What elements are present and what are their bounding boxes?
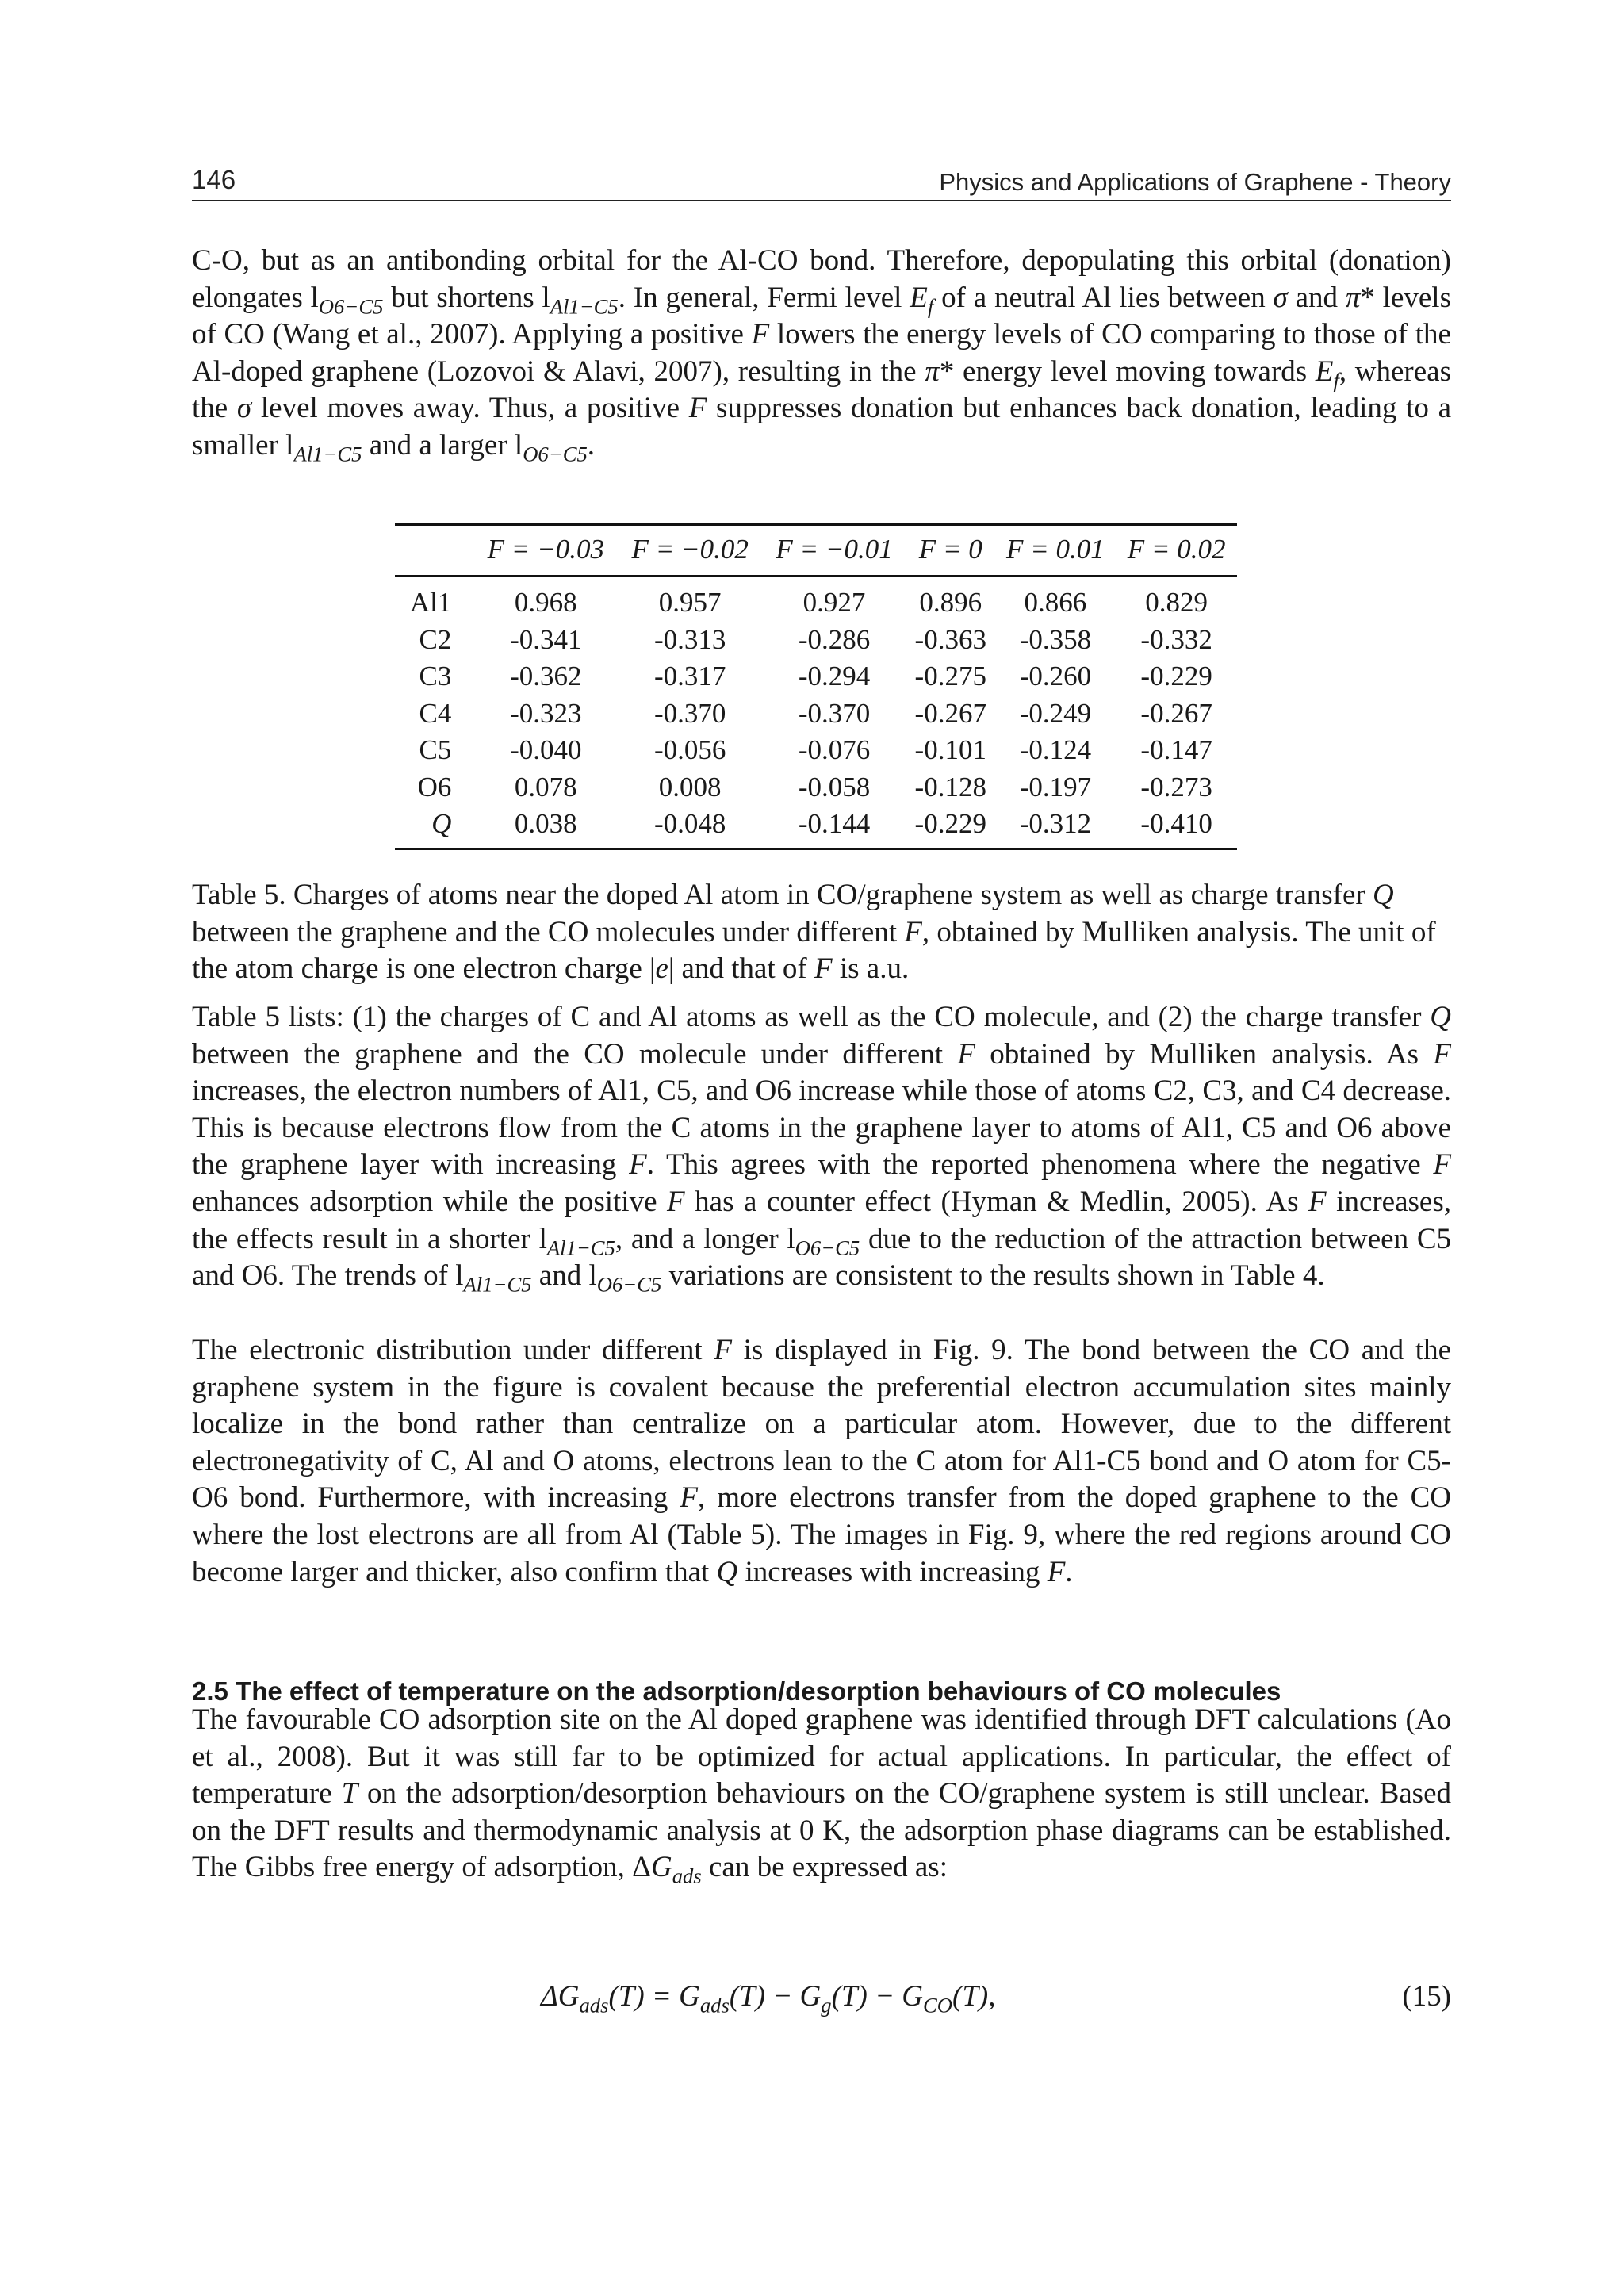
table-cell: -0.076: [798, 734, 871, 766]
table-cell: -0.312: [995, 806, 1116, 849]
paragraph-table-discussion: Table 5 lists: (1) the charges of C and Al atoms as well as the CO molecule, and (2) the charge transfer Q between the graphene and the CO molecule under different F obtained by Mulliken analysis. As F increases, the electron numbers of Al1, C5, and O6 increase while those of atoms C2, C3, and C4 decrease. This is because electrons flow from the C atoms in the graphene layer to atoms of Al1, C5 and O6 above the graphene layer with increasing F. This agrees with the reported phenomena where the negative F enhances adsorption while the positive F has a counter effect (Hyman & Medlin, 2005). As F increases, the effects result in a shorter $l_{Al1-C5}$, and a longer $l_{O6-C5}$ due to the reduction of the attraction between C5 and O6. The trends of $l_{Al1-C5}$ and $l_{O6-C5}$ variations are consistent to the results shown in Table 4.: [192, 1001, 1451, 1297]
charges-table: [395, 523, 1237, 850]
section-heading: 2.5 The effect of temperature on the adsorption/desorption behaviours of CO molecules: [192, 1676, 1281, 1706]
column-header: F = 0.02: [1116, 525, 1237, 577]
table-cell: -0.410: [1116, 806, 1237, 849]
column-header: F = −0.03: [473, 525, 618, 577]
row-label: C5: [419, 734, 452, 766]
page-number: 146: [192, 165, 236, 194]
table-cell: -0.275: [914, 661, 986, 692]
column-header: F = −0.02: [618, 525, 762, 577]
table-cell: -0.267: [914, 697, 986, 729]
table-cell: -0.197: [1019, 771, 1092, 803]
row-label: C3: [419, 661, 452, 692]
table-cell: 0.957: [658, 587, 722, 619]
table-cell: -0.229: [1140, 661, 1212, 692]
charges-table-wrap: [395, 523, 1237, 850]
table-cell: -0.101: [914, 734, 986, 766]
table-row: [395, 806, 1237, 849]
table-cell: -0.229: [906, 806, 995, 849]
table-cell: -0.260: [1019, 661, 1092, 692]
row-label: C4: [419, 697, 452, 729]
table-cell: 0.968: [514, 587, 577, 619]
table-cell: 0.866: [1024, 587, 1087, 619]
table-cell: -0.128: [914, 771, 986, 803]
table-cell: -0.040: [510, 734, 582, 766]
table-cell: -0.341: [510, 623, 582, 655]
table-row: [395, 576, 1237, 622]
table-cell: 0.038: [473, 806, 618, 849]
table-cell: 0.927: [802, 587, 866, 619]
table-cell: -0.294: [798, 661, 871, 692]
table-cell: 0.008: [658, 771, 722, 803]
table-cell: -0.267: [1140, 697, 1212, 729]
table-row: [395, 658, 1237, 695]
table-cell: -0.286: [798, 623, 871, 655]
table-cell: -0.358: [1019, 623, 1092, 655]
table-cell: -0.370: [798, 697, 871, 729]
table-cell: -0.048: [618, 806, 762, 849]
running-title: Physics and Applications of Graphene - Theory: [939, 168, 1451, 196]
table-caption: Table 5. Charges of atoms near the doped Al atom in CO/graphene system as well as charge transfer Q between the graphene and the CO molecules under different F, obtained by Mulliken analysis. The unit of the atom charge is one electron charge |e| and that of F is a.u.: [192, 879, 1436, 986]
table-cell: 0.829: [1145, 587, 1208, 619]
table-cell: -0.124: [1019, 734, 1092, 766]
column-header: F = −0.01: [762, 525, 906, 577]
table-cell: -0.313: [653, 623, 726, 655]
table-cell: -0.249: [1019, 697, 1092, 729]
table-header-row: [395, 525, 1237, 577]
table-row: [395, 695, 1237, 733]
table-cell: -0.058: [798, 771, 871, 803]
table-cell: -0.317: [653, 661, 726, 692]
equation-expression: $\Delta G_{ads}(T) = G_{ads}(T) - G_g(T) - G_{CO}(T)$,: [541, 1980, 996, 2017]
table-corner-cell: [395, 525, 473, 577]
table-cell: -0.323: [510, 697, 582, 729]
row-label: O6: [417, 771, 452, 803]
equation-number: (15): [1402, 1980, 1451, 2013]
table-row: [395, 732, 1237, 769]
table-row: [395, 769, 1237, 806]
paragraph-electronic-distribution: The electronic distribution under different F is displayed in Fig. 9. The bond between the CO and the graphene system in the figure is covalent because the preferential electron accumulation sites mainly localize in the bond rather than centralize on a particular atom. However, due to the different electronegativity of C, Al and O atoms, electrons lean to the C atom for Al1-C5 bond and O atom for C5-O6 bond. Furthermore, with increasing F, more electrons transfer from the doped graphene to the CO where the lost electrons are all from Al (Table 5). The images in Fig. 9, where the red regions around CO become larger and thicker, also confirm that Q increases with increasing F.: [192, 1334, 1452, 1588]
paragraph-donation: C-O, but as an antibonding orbital for the Al-CO bond. Therefore, depopulating this orbital (donation) elongates $l_{O6-C5}$ but shortens $l_{Al1-C5}$. In general, Fermi level $E_f$ of a neutral Al lies between σ and π* levels of CO (Wang et al., 2007). Applying a positive F lowers the energy levels of CO comparing to those of the Al-doped graphene (Lozovoi & Alavi, 2007), resulting in the π* energy level moving towards $E_f$, whereas the σ level moves away. Thus, a positive F suppresses donation but enhances back donation, leading to a smaller $l_{Al1-C5}$ and a larger $l_{O6-C5}$.: [192, 244, 1452, 466]
row-label: Al1: [409, 587, 452, 619]
table-cell: 0.078: [514, 771, 577, 803]
table-cell: -0.144: [762, 806, 906, 849]
column-header: F = 0.01: [995, 525, 1116, 577]
table-cell: -0.056: [653, 734, 726, 766]
paragraph-temperature: The favourable CO adsorption site on the Al doped graphene was identified through DFT calculations (Ao et al., 2008). But it was still far to be optimized for actual applications. In particular, the effect of temperature T on the adsorption/desorption behaviours on the CO/graphene system is still unclear. Based on the DFT results and thermodynamic analysis at 0 K, the adsorption phase diagrams can be established. The Gibbs free energy of adsorption, $\Delta G_{ads}$ can be expressed as:: [192, 1703, 1451, 1888]
page-header: [192, 163, 1451, 201]
table-cell: -0.363: [914, 623, 986, 655]
table-cell: -0.273: [1140, 771, 1212, 803]
table-cell: -0.147: [1140, 734, 1212, 766]
row-label: Q: [395, 806, 473, 849]
table-row: [395, 622, 1237, 659]
table-cell: -0.362: [510, 661, 582, 692]
row-label: C2: [419, 623, 452, 655]
table-cell: -0.332: [1140, 623, 1212, 655]
table-cell: -0.370: [653, 697, 726, 729]
equation-15: [192, 1979, 1451, 2019]
column-header: F = 0: [906, 525, 995, 577]
table-cell: 0.896: [919, 587, 982, 619]
